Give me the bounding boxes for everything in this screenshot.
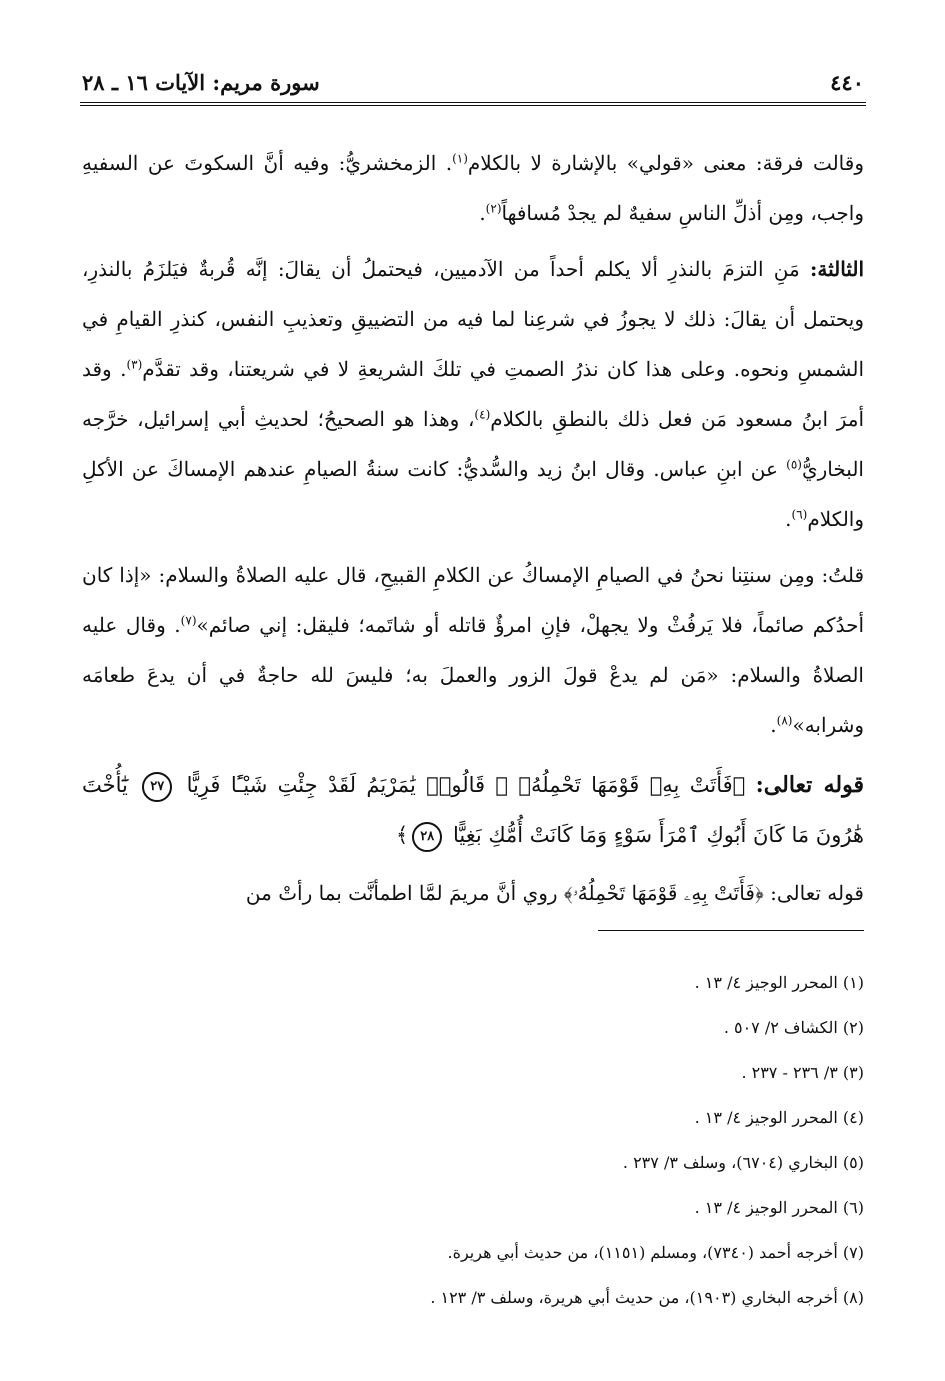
footnote-ref[interactable]: (٢) [485, 201, 502, 216]
footnote-1: (١) المحرر الوجيز ٤/ ١٣ . [694, 973, 864, 992]
footnote-ref[interactable]: (٧) [180, 613, 197, 628]
paragraph-1 [82, 138, 864, 238]
footnote-8: (٨) أخرجه البخاري (١٩٠٣)، من حديث أبي هريرة، وسلف ٣/ ١٢٣ . [430, 1288, 864, 1307]
page-number: ٤٤٠ [830, 69, 864, 95]
quran-verse-block [82, 760, 864, 860]
quoted-verse: ﴿فَأَتَتْ بِهِۦ قَوْمَهَا تَحْمِلُهُۥ﴾ [563, 881, 771, 905]
verse-text: يَٰٓأُخْتَ هَٰرُونَ مَا كَانَ أَبُوكِ ٱمْرَأَ سَوْءٍ وَمَا كَانَتْ أُمُّكِ بَغِيًّا [82, 773, 864, 847]
text-run: . وقال عليه الصلاةُ والسلام: «مَن لم يدعْ قولَ الزور والعملَ به؛ فليسَ لله حاجةٌ في أن يدعَ طعامَه وشرابه» [82, 613, 864, 737]
footnote-7: (٧) أخرجه أحمد (٧٣٤٠)، ومسلم (١١٥١)، من حديث أبي هريرة. [447, 1243, 864, 1262]
paragraph-2 [82, 244, 864, 544]
footnote-ref[interactable]: (٣) [126, 357, 143, 372]
header-rule [80, 102, 866, 106]
text-run: . [770, 713, 777, 737]
running-title: سورة مريم: الآيات ١٦ ـ ٢٨ [82, 69, 320, 95]
footnote-3: (٣) ٣/ ٢٣٦ - ٢٣٧ . [741, 1063, 864, 1082]
text-run: مَنِ التزمَ بالنذرِ ألا يكلم أحداً من الآدميين، فيحتملُ أن يقالَ: إنَّه قُربةٌ فيَلزَمُ بالنذرِ، ويحتمل أن يقالَ: ذلك لا يجوزُ في شرعِنا لما فيه من التضييقِ وتعذيبِ النفس، كنذرِ القيامِ في الشمسِ ونحوه. وعلى هذا كان نذرُ الصمتِ في تلكَ الشريعةِ لا في شريعتنا، وقد تقدَّم [82, 257, 864, 381]
footnote-6: (٦) المحرر الوجيز ٤/ ١٣ . [694, 1198, 864, 1217]
footnote-4: (٤) المحرر الوجيز ٤/ ١٣ . [694, 1108, 864, 1127]
text-run: قلتُ: ومِن سنتِنا نحنُ في الصيامِ الإمساكُ عن الكلامِ القبيحِ، قال عليه الصلاةُ والسلام: «إذا كان أحدُكم صائماً، فلا يَرفُثْ ولا يجهلْ، فإنِ امرؤٌ قاتله أو شاتَمه؛ فليقل: إني صائم» [82, 563, 864, 637]
footnote-ref[interactable]: (٤) [474, 407, 491, 422]
footnotes [82, 960, 864, 1320]
paragraph-3 [82, 550, 864, 750]
main-text [82, 138, 864, 924]
footnote-separator [598, 930, 864, 931]
paragraph-4 [82, 868, 864, 918]
footnote-ref[interactable]: (١) [452, 151, 468, 166]
verse-close-bracket: ﴾ [395, 823, 409, 847]
footnote-ref[interactable]: (٥) [786, 457, 802, 472]
text-run: . [785, 507, 792, 531]
section-label: الثالثة: [809, 257, 864, 281]
footnote-5: (٥) البخاري (٦٧٠٤)، وسلف ٣/ ٢٣٧ . [622, 1153, 864, 1172]
page-header [82, 64, 864, 100]
ayah-number-marker: ٢٧ [142, 772, 172, 802]
commentary-label: قوله تعالى: [770, 881, 864, 905]
verse-label: قوله تعالى: [755, 772, 864, 798]
verse-open-bracket: ﴿ [732, 773, 756, 797]
text-run: . وقد أمرَ ابنُ مسعود مَن فعل ذلك بالنطقِ بالكلام [82, 357, 864, 431]
text-run: . [479, 201, 486, 225]
ayah-number-marker: ٢٨ [412, 822, 442, 852]
footnote-ref[interactable]: (٦) [791, 507, 808, 522]
text-run: عن ابنِ عباس. وقال ابنُ زيد والسُّديُّ: كانت سنةُ الصيامِ عندهم الإمساكَ عن الأكلِ والكلام [82, 457, 864, 531]
text-run: وقالت فرقة: معنى «قولي» بالإشارة لا بالكلام [467, 151, 864, 175]
verse-text: فَأَتَتْ بِهِۦ قَوْمَهَا تَحْمِلُهُۥ ۖ قَالُوا۟ يَٰمَرْيَمُ لَقَدْ جِئْتِ شَيْـًٔا فَرِيًّا [186, 773, 733, 797]
text-run: روي أنَّ مريمَ لمَّا اطمأنَّت بما رأتْ من [245, 881, 564, 905]
footnote-ref[interactable]: (٨) [776, 713, 793, 728]
text-run: . الزمخشريُّ: وفيه أنَّ السكوتَ عن السفيهِ واجب، ومِن أذلِّ الناسِ سفيهٌ لم يجدْ مُسافهاً [82, 151, 864, 225]
footnote-2: (٢) الكشاف ٢/ ٥٠٧ . [723, 1018, 864, 1037]
text-run: ، وهذا هو الصحيحُ؛ لحديثِ أبي إسرائيل، خرَّجه البخاريُّ [82, 407, 864, 481]
